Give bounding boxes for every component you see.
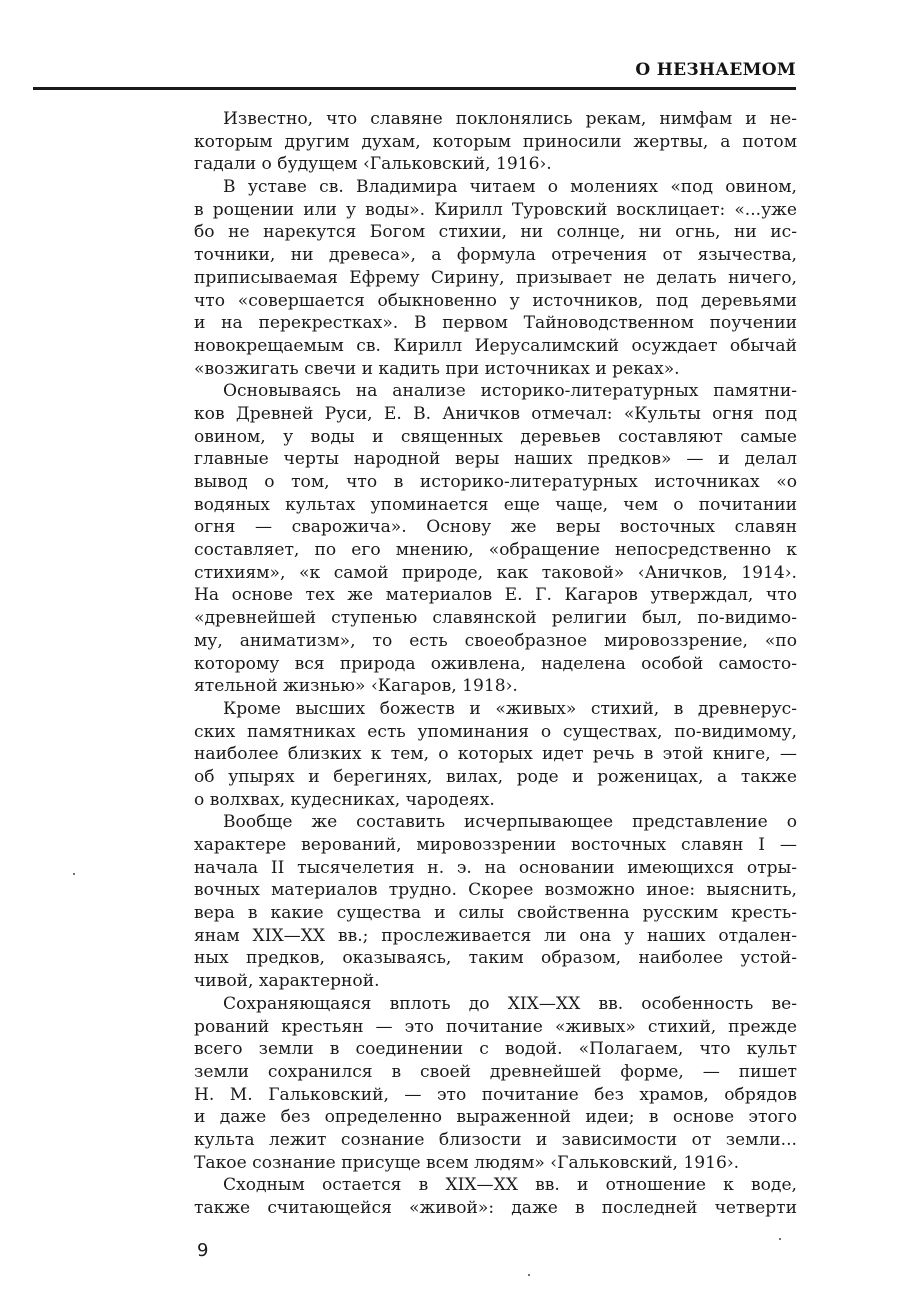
paragraph (194, 811, 797, 993)
text-line: бо не нарекутся Богом стихии, ни солнце, ни огнь, ни ис- (194, 222, 797, 243)
header-rule (33, 87, 796, 90)
text-line: о волхвах, кудесниках, чародеях. (194, 789, 495, 810)
text-line: ских памятниках есть упоминания о существах, по-видимому, (194, 721, 797, 742)
text-line: составляет, по его мнению, «обращение непосредственно к (194, 540, 797, 561)
text-line: культа лежит сознание близости и зависимости от земли... (194, 1129, 797, 1150)
scan-speck (528, 1274, 530, 1276)
text-line: вывод о том, что в историко-литературных источниках «о (194, 472, 797, 492)
text-line: Кроме высших божеств и «живых» стихий, в древнерус- (223, 698, 797, 719)
text-line: характере верований, мировоззрении восточных славян I — (194, 835, 797, 855)
text-line: также считающейся «живой»: даже в последней четверти (194, 1198, 797, 1218)
text-line: наиболее близких к тем, о которых идет речь в этой книге, — (194, 744, 797, 765)
text-line: «древнейшей ступенью славянской религии был, по-видимо- (194, 608, 797, 629)
text-line: начала II тысячелетия н. э. на основании имеющихся отры- (194, 857, 797, 878)
text-line: гадали о будущем ‹Гальковский, 1916›. (194, 154, 552, 175)
text-line: главные черты народной веры наших предков» — и делал (194, 449, 797, 470)
text-line: и даже без определенно выраженной идеи; в основе этого (194, 1107, 797, 1128)
text-line: всего земли в соединении с водой. «Полагаем, что культ (194, 1039, 797, 1060)
paragraph (194, 993, 797, 1175)
text-line: Известно, что славяне поклонялись рекам, нимфам и не- (223, 109, 797, 129)
text-line: вера в какие существа и силы свойственна русским кресть- (194, 903, 797, 924)
text-line: и на перекрестках». В первом Тайноводственном поучении (194, 313, 797, 334)
text-line: новокрещаемым св. Кирилл Иерусалимский осуждает обычай (194, 335, 797, 356)
paragraph (194, 380, 797, 698)
text-line: янам XIX—XX вв.; прослеживается ли она у наших отдален- (194, 925, 797, 946)
text-line: огня — сварожича». Основу же веры восточных славян (194, 517, 797, 538)
text-line: В уставе св. Владимира читаем о молениях «под овином, (223, 177, 797, 198)
text-line: Такое сознание присуще всем людям» ‹Гальковский, 1916›. (194, 1152, 740, 1173)
text-line: овином, у воды и священных деревьев составляют самые (194, 426, 797, 447)
scan-speck (73, 873, 75, 875)
text-line: Н. М. Гальковский, — это почитание без храмов, обрядов (194, 1084, 797, 1105)
text-line: Основываясь на анализе историко-литературных памятни- (223, 381, 797, 402)
text-line: водяных культах упоминается еще чаще, чем о почитании (194, 494, 797, 515)
text-line: Сохраняющаяся вплоть до XIX—XX вв. особенность ве- (223, 993, 797, 1014)
text-line: точники, ни древеса», а формула отречения от язычества, (194, 245, 797, 266)
body-text (194, 108, 797, 1220)
text-line: стихиям», «к самой природе, как таковой» ‹Аничков, 1914›. (194, 562, 797, 583)
text-line: Вообще же составить исчерпывающее представление о (223, 812, 797, 833)
scan-speck (779, 1238, 781, 1240)
text-line: которым другим духам, которым приносили жертвы, а потом (194, 131, 797, 152)
text-line: «возжигать свечи и кадить при источниках и реках». (194, 358, 680, 379)
paragraph (194, 1174, 797, 1219)
text-line: рований крестьян — это почитание «живых» стихий, прежде (194, 1016, 797, 1037)
text-line: об упырях и берегинях, вилах, роде и роженицах, а также (194, 766, 797, 787)
text-line: ков Древней Руси, Е. В. Аничков отмечал: «Культы огня под (194, 403, 797, 424)
text-line: ных предков, оказываясь, таким образом, наиболее устой- (194, 948, 797, 969)
text-line: в рощении или у воды». Кирилл Туровский восклицает: «...уже (194, 199, 797, 220)
text-line: которому вся природа оживлена, наделена особой самосто- (194, 653, 797, 674)
text-line: что «совершается обыкновенно у источников, под деревьями (194, 290, 797, 311)
text-line: вочных материалов трудно. Скорее возможно иное: выяснить, (194, 880, 797, 901)
paragraph (194, 698, 797, 811)
text-line: приписываемая Ефрему Сирину, призывает не делать ничего, (194, 267, 797, 288)
text-line: На основе тех же материалов Е. Г. Кагаров утверждал, что (194, 585, 797, 606)
text-line: Сходным остается в XIX—XX вв. и отношение к воде, (223, 1175, 797, 1196)
paragraph (194, 108, 797, 176)
text-line: ятельной жизнью» ‹Кагаров, 1918›. (194, 676, 518, 697)
running-head-title: О НЕЗНАЕМОМ (635, 60, 796, 80)
text-line: земли сохранился в своей древнейшей форме, — пишет (194, 1061, 797, 1082)
paragraph (194, 176, 797, 380)
text-line: му, аниматизм», то есть своеобразное мировоззрение, «по (194, 630, 797, 651)
page-number: 9 (197, 1240, 209, 1261)
text-line: чивой, характерной. (194, 971, 380, 992)
